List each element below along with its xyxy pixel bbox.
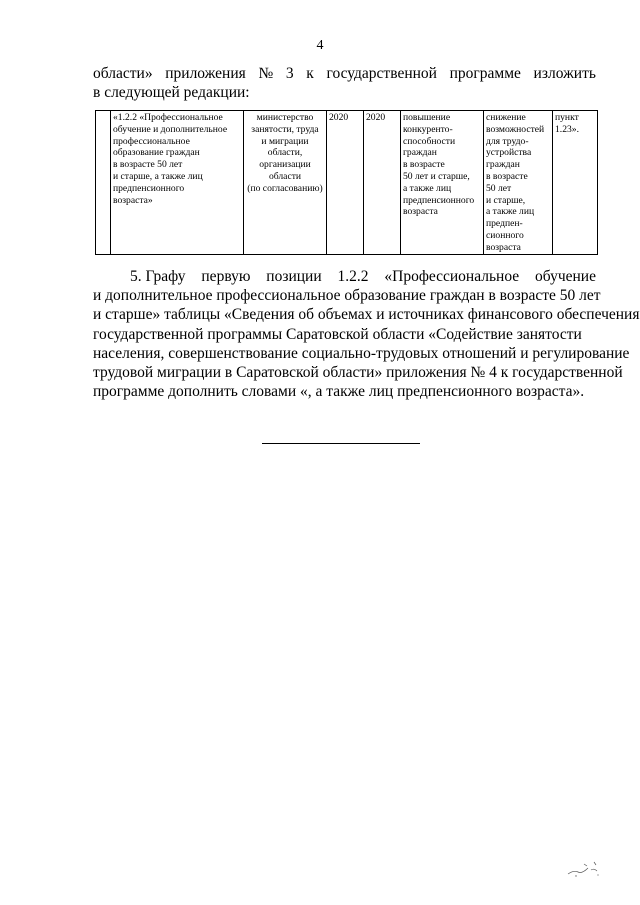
cell-line: области — [268, 170, 302, 182]
intro-word: 3 — [285, 65, 294, 82]
table-cell-executor — [244, 111, 327, 255]
intro-word: изложить — [533, 65, 596, 82]
scan-marks-icon — [564, 856, 604, 880]
paragraph-text: государственной программы Саратовской области «Содействие занятости — [93, 325, 582, 343]
cell-line: конкуренто- — [403, 123, 453, 135]
table-cell-indicator-link — [553, 111, 598, 255]
cell-line: 50 лет — [486, 182, 512, 194]
program-table — [95, 110, 598, 255]
intro-word: к — [306, 65, 314, 82]
cell-line: в возрасте — [403, 159, 445, 171]
paragraph-text: и дополнительное профессиональное образование граждан в возрасте 50 лет — [93, 287, 601, 305]
cell-line: организации — [259, 159, 311, 171]
paragraph-word: 5. Графу — [130, 268, 186, 285]
amendment-paragraph — [93, 267, 640, 401]
paragraph-word: обучение — [535, 268, 596, 285]
paragraph-line-5 — [93, 344, 630, 363]
cell-line: министерство — [256, 112, 314, 123]
intro-word: № — [258, 65, 274, 82]
cell-line: граждан — [486, 159, 520, 171]
paragraph-line-2 — [93, 286, 601, 305]
cell-line: предпенсионного — [403, 194, 475, 206]
cell-line: сионного — [486, 229, 524, 241]
cell-line: и старше, — [486, 194, 526, 206]
cell-line: образование граждан — [113, 147, 200, 159]
cell-line: а также лиц — [403, 182, 452, 194]
cell-line: а также лиц — [486, 206, 535, 218]
cell-line: возраста — [403, 206, 438, 218]
cell-line: «1.2.2 «Профессиональное — [113, 112, 223, 123]
intro-word: области» — [93, 65, 153, 82]
cell-line: предпенсионного — [113, 182, 185, 194]
cell-line: граждан — [403, 147, 437, 159]
paragraph-word: позиции — [266, 268, 322, 285]
paragraph-word: 1.2.2 — [337, 268, 369, 285]
cell-line: обучение и дополнительное — [113, 123, 228, 135]
cell-line: профессиональное — [113, 135, 190, 147]
table-row — [96, 111, 598, 255]
cell-line: предпен- — [486, 218, 523, 230]
paragraph-text: трудовой миграции в Саратовской области» приложения № 4 к государственной — [93, 364, 623, 382]
table-cell-consequences — [484, 111, 553, 255]
intro-line-2: в следующей редакции: — [93, 84, 250, 101]
cell-line: возраста» — [113, 194, 153, 206]
table-cell-program-item — [111, 111, 244, 255]
cell-line: повышение — [403, 112, 451, 123]
cell-line: возможностей — [486, 123, 545, 135]
paragraph-line-1 — [93, 267, 596, 286]
intro-word: программе — [449, 65, 521, 82]
cell-line: 50 лет и старше, — [403, 170, 470, 182]
intro-word: приложения — [165, 65, 246, 82]
paragraph-line-6 — [93, 363, 623, 382]
paragraph-word: первую — [201, 268, 251, 285]
cell-line: (по согласованию) — [247, 182, 323, 194]
cell-line: устройства — [486, 147, 532, 159]
paragraph-text: и старше» таблицы «Сведения об объемах и источниках финансового обеспечения — [93, 306, 640, 324]
cell-line: 1.23». — [555, 123, 579, 135]
table-cell-start-year: 2020 — [327, 111, 364, 255]
end-divider — [262, 443, 420, 444]
cell-line: способности — [403, 135, 456, 147]
paragraph-line-7 — [93, 382, 596, 401]
paragraph-line-4 — [93, 325, 596, 344]
page-number: 4 — [316, 38, 324, 53]
cell-line: в возрасте 50 лет — [113, 159, 183, 171]
table-cell-expected-result — [401, 111, 484, 255]
cell-line: пункт — [555, 112, 579, 123]
paragraph-line-3 — [93, 305, 640, 324]
intro-line-1 — [93, 64, 596, 83]
paragraph-text: населения, совершенствование социально-трудовых отношений и регулирование — [93, 344, 630, 362]
table-cell-empty — [96, 111, 111, 255]
paragraph-word: «Профессиональное — [384, 268, 520, 285]
paragraph-text: программе дополнить словами «, а также лиц предпенсионного возраста». — [93, 383, 585, 401]
cell-line: занятости, труда — [251, 123, 319, 135]
cell-line: снижение — [486, 112, 526, 123]
cell-line: и старше, а также лиц — [113, 170, 203, 182]
cell-line: в возрасте — [486, 170, 528, 182]
table-cell-end-year: 2020 — [364, 111, 401, 255]
intro-text — [93, 64, 596, 102]
intro-word: государственной — [326, 65, 437, 82]
cell-line: области, — [267, 147, 303, 159]
cell-line: возраста — [486, 241, 521, 253]
cell-line: и миграции — [261, 135, 309, 147]
cell-line: для трудо- — [486, 135, 529, 147]
